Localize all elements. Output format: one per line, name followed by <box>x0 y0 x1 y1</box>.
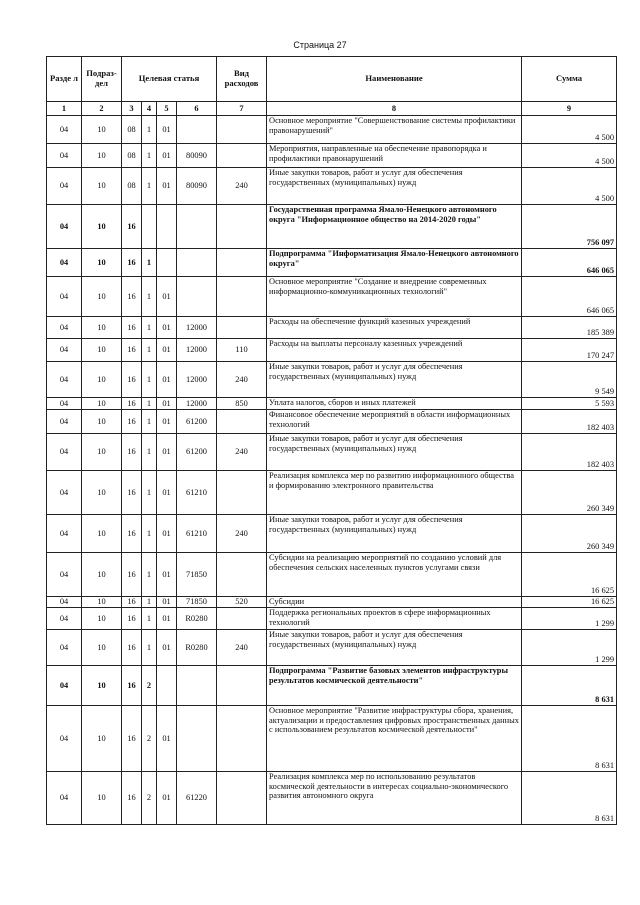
section-cell: 04 <box>47 277 82 317</box>
col-number: 9 <box>522 102 617 116</box>
section-cell: 04 <box>47 205 82 249</box>
header-target-article: Целевая статья <box>122 57 217 102</box>
subprogram-code-cell: 1 <box>142 597 157 608</box>
program-code-cell: 16 <box>122 772 142 825</box>
program-code-cell: 16 <box>122 434 142 471</box>
sum-cell: 4 500 <box>522 144 617 168</box>
program-code-cell: 16 <box>122 608 142 630</box>
subprogram-code-cell: 1 <box>142 398 157 410</box>
program-code-cell: 08 <box>122 116 142 144</box>
activity-code-cell: 01 <box>157 471 177 515</box>
sum-cell: 182 403 <box>522 410 617 434</box>
direction-code-cell <box>177 249 217 277</box>
sum-cell: 260 349 <box>522 515 617 553</box>
name-cell: Основное мероприятие "Совершенствование системы профилактики правонарушений" <box>267 116 522 144</box>
table-row <box>47 410 617 434</box>
subsection-cell: 10 <box>82 398 122 410</box>
activity-code-cell <box>157 249 177 277</box>
subsection-cell: 10 <box>82 249 122 277</box>
activity-code-cell <box>157 666 177 706</box>
program-code-cell: 16 <box>122 277 142 317</box>
section-cell: 04 <box>47 706 82 772</box>
expense-type-cell <box>217 608 267 630</box>
table-row <box>47 116 617 144</box>
subsection-cell: 10 <box>82 706 122 772</box>
name-cell: Иные закупки товаров, работ и услуг для обеспечения государственных (муниципальных) нужд <box>267 630 522 666</box>
sum-cell: 16 625 <box>522 597 617 608</box>
expense-type-cell <box>217 471 267 515</box>
sum-cell: 646 065 <box>522 277 617 317</box>
expense-type-cell <box>217 553 267 597</box>
col-number: 7 <box>217 102 267 116</box>
program-code-cell: 08 <box>122 144 142 168</box>
subprogram-code-cell: 1 <box>142 630 157 666</box>
direction-code-cell: 61200 <box>177 410 217 434</box>
table-row <box>47 630 617 666</box>
section-cell: 04 <box>47 249 82 277</box>
activity-code-cell: 01 <box>157 553 177 597</box>
subprogram-code-cell <box>142 205 157 249</box>
table-row <box>47 706 617 772</box>
activity-code-cell: 01 <box>157 772 177 825</box>
activity-code-cell: 01 <box>157 597 177 608</box>
subprogram-code-cell: 1 <box>142 249 157 277</box>
activity-code-cell: 01 <box>157 706 177 772</box>
activity-code-cell: 01 <box>157 515 177 553</box>
subsection-cell: 10 <box>82 772 122 825</box>
direction-code-cell: 12000 <box>177 362 217 398</box>
expense-type-cell <box>217 116 267 144</box>
expense-type-cell: 240 <box>217 434 267 471</box>
sum-cell: 260 349 <box>522 471 617 515</box>
activity-code-cell: 01 <box>157 339 177 362</box>
subsection-cell: 10 <box>82 362 122 398</box>
col-number: 4 <box>142 102 157 116</box>
sum-cell: 4 500 <box>522 116 617 144</box>
activity-code-cell: 01 <box>157 410 177 434</box>
col-number: 8 <box>267 102 522 116</box>
direction-code-cell <box>177 116 217 144</box>
expense-type-cell <box>217 317 267 339</box>
name-cell: Основное мероприятие "Создание и внедрение современных информационно-коммуникационных технологий" <box>267 277 522 317</box>
table-row <box>47 772 617 825</box>
table-row <box>47 277 617 317</box>
table-row <box>47 168 617 205</box>
subsection-cell: 10 <box>82 339 122 362</box>
name-cell: Иные закупки товаров, работ и услуг для обеспечения государственных (муниципальных) нужд <box>267 434 522 471</box>
sum-cell: 185 389 <box>522 317 617 339</box>
subsection-cell: 10 <box>82 205 122 249</box>
table-row <box>47 249 617 277</box>
subprogram-code-cell: 1 <box>142 339 157 362</box>
table-row <box>47 144 617 168</box>
table-row <box>47 205 617 249</box>
name-cell: Поддержка региональных проектов в сфере информационных технологий <box>267 608 522 630</box>
col-number: 5 <box>157 102 177 116</box>
program-code-cell: 08 <box>122 168 142 205</box>
header-name: Наименование <box>267 57 522 102</box>
activity-code-cell: 01 <box>157 630 177 666</box>
sum-cell: 170 247 <box>522 339 617 362</box>
sum-cell: 4 500 <box>522 168 617 205</box>
name-cell: Субсидии <box>267 597 522 608</box>
sum-cell: 1 299 <box>522 608 617 630</box>
section-cell: 04 <box>47 168 82 205</box>
program-code-cell: 16 <box>122 205 142 249</box>
name-cell: Основное мероприятие "Развитие инфраструктуры сбора, хранения, актуализации и предоставления цифровых пространственных данных с использованием результатов космической деятельности" <box>267 706 522 772</box>
program-code-cell: 16 <box>122 249 142 277</box>
program-code-cell: 16 <box>122 398 142 410</box>
subprogram-code-cell: 2 <box>142 772 157 825</box>
section-cell: 04 <box>47 608 82 630</box>
section-cell: 04 <box>47 317 82 339</box>
name-cell: Расходы на выплаты персоналу казенных учреждений <box>267 339 522 362</box>
program-code-cell: 16 <box>122 597 142 608</box>
name-cell: Мероприятия, направленные на обеспечение правопорядка и профилактики правонарушений <box>267 144 522 168</box>
subsection-cell: 10 <box>82 277 122 317</box>
program-code-cell: 16 <box>122 515 142 553</box>
activity-code-cell: 01 <box>157 277 177 317</box>
subsection-cell: 10 <box>82 168 122 205</box>
direction-code-cell: 80090 <box>177 144 217 168</box>
name-cell: Расходы на обеспечение функций казенных учреждений <box>267 317 522 339</box>
subprogram-code-cell: 2 <box>142 706 157 772</box>
activity-code-cell: 01 <box>157 144 177 168</box>
name-cell: Уплата налогов, сборов и иных платежей <box>267 398 522 410</box>
program-code-cell: 16 <box>122 666 142 706</box>
subsection-cell: 10 <box>82 116 122 144</box>
col-number: 1 <box>47 102 82 116</box>
budget-table <box>46 56 617 825</box>
section-cell: 04 <box>47 666 82 706</box>
expense-type-cell <box>217 772 267 825</box>
direction-code-cell: 61210 <box>177 515 217 553</box>
name-cell: Государственная программа Ямало-Ненецкого автономного округа "Информационное общество на 2014-2020 годы" <box>267 205 522 249</box>
section-cell: 04 <box>47 116 82 144</box>
header-razdel: Разде л <box>47 57 82 102</box>
sum-cell: 1 299 <box>522 630 617 666</box>
expense-type-cell: 850 <box>217 398 267 410</box>
section-cell: 04 <box>47 144 82 168</box>
table-row <box>47 608 617 630</box>
section-cell: 04 <box>47 434 82 471</box>
table-row <box>47 515 617 553</box>
expense-type-cell <box>217 706 267 772</box>
section-cell: 04 <box>47 772 82 825</box>
section-cell: 04 <box>47 515 82 553</box>
expense-type-cell <box>217 410 267 434</box>
table-row <box>47 362 617 398</box>
table-row <box>47 339 617 362</box>
subsection-cell: 10 <box>82 317 122 339</box>
expense-type-cell <box>217 205 267 249</box>
table-row <box>47 553 617 597</box>
sum-cell: 16 625 <box>522 553 617 597</box>
subprogram-code-cell: 1 <box>142 515 157 553</box>
expense-type-cell: 240 <box>217 362 267 398</box>
direction-code-cell: 12000 <box>177 398 217 410</box>
activity-code-cell: 01 <box>157 317 177 339</box>
program-code-cell: 16 <box>122 553 142 597</box>
expense-type-cell <box>217 277 267 317</box>
expense-type-cell: 240 <box>217 168 267 205</box>
direction-code-cell: 12000 <box>177 317 217 339</box>
activity-code-cell: 01 <box>157 168 177 205</box>
subsection-cell: 10 <box>82 553 122 597</box>
name-cell: Реализация комплекса мер по развитию информационного общества и формированию электронного правительства <box>267 471 522 515</box>
subsection-cell: 10 <box>82 144 122 168</box>
subsection-cell: 10 <box>82 597 122 608</box>
direction-code-cell: 61200 <box>177 434 217 471</box>
expense-type-cell <box>217 666 267 706</box>
subprogram-code-cell: 1 <box>142 553 157 597</box>
name-cell: Подпрограмма "Информатизация Ямало-Ненецкого автономного округа" <box>267 249 522 277</box>
program-code-cell: 16 <box>122 706 142 772</box>
direction-code-cell <box>177 706 217 772</box>
program-code-cell: 16 <box>122 630 142 666</box>
header-podrazdel: Подраз- дел <box>82 57 122 102</box>
sum-cell: 756 097 <box>522 205 617 249</box>
name-cell: Иные закупки товаров, работ и услуг для обеспечения государственных (муниципальных) нужд <box>267 168 522 205</box>
subsection-cell: 10 <box>82 666 122 706</box>
sum-cell: 9 549 <box>522 362 617 398</box>
subprogram-code-cell: 1 <box>142 317 157 339</box>
name-cell: Реализация комплекса мер по использованию результатов космической деятельности в интересах социально-экономического развития автономного округа <box>267 772 522 825</box>
name-cell: Иные закупки товаров, работ и услуг для обеспечения государственных (муниципальных) нужд <box>267 515 522 553</box>
direction-code-cell: 61210 <box>177 471 217 515</box>
header-expense-type: Вид расходов <box>217 57 267 102</box>
program-code-cell: 16 <box>122 410 142 434</box>
activity-code-cell <box>157 205 177 249</box>
subprogram-code-cell: 1 <box>142 434 157 471</box>
col-number: 6 <box>177 102 217 116</box>
table-row <box>47 666 617 706</box>
direction-code-cell <box>177 666 217 706</box>
sum-cell: 8 631 <box>522 706 617 772</box>
section-cell: 04 <box>47 471 82 515</box>
sum-cell: 646 065 <box>522 249 617 277</box>
subprogram-code-cell: 1 <box>142 608 157 630</box>
expense-type-cell: 240 <box>217 630 267 666</box>
name-cell: Финансовое обеспечение мероприятий в области информационных технологий <box>267 410 522 434</box>
sum-cell: 182 403 <box>522 434 617 471</box>
activity-code-cell: 01 <box>157 398 177 410</box>
expense-type-cell <box>217 249 267 277</box>
subprogram-code-cell: 2 <box>142 666 157 706</box>
table-row <box>47 597 617 608</box>
subsection-cell: 10 <box>82 608 122 630</box>
activity-code-cell: 01 <box>157 362 177 398</box>
subsection-cell: 10 <box>82 515 122 553</box>
program-code-cell: 16 <box>122 362 142 398</box>
expense-type-cell <box>217 144 267 168</box>
direction-code-cell <box>177 277 217 317</box>
header-sum: Сумма <box>522 57 617 102</box>
subprogram-code-cell: 1 <box>142 144 157 168</box>
page-number: Страница 27 <box>293 40 347 50</box>
table-row <box>47 317 617 339</box>
subprogram-code-cell: 1 <box>142 168 157 205</box>
subprogram-code-cell: 1 <box>142 410 157 434</box>
direction-code-cell: 61220 <box>177 772 217 825</box>
subsection-cell: 10 <box>82 410 122 434</box>
name-cell: Субсидии на реализацию мероприятий по созданию условий для обеспечения сельских населенных пунктов услугами связи <box>267 553 522 597</box>
direction-code-cell: 71850 <box>177 553 217 597</box>
name-cell: Подпрограмма "Развитие базовых элементов инфраструктуры результатов космической деятельности" <box>267 666 522 706</box>
program-code-cell: 16 <box>122 317 142 339</box>
expense-type-cell: 110 <box>217 339 267 362</box>
name-cell: Иные закупки товаров, работ и услуг для обеспечения государственных (муниципальных) нужд <box>267 362 522 398</box>
subsection-cell: 10 <box>82 630 122 666</box>
sum-cell: 8 631 <box>522 666 617 706</box>
col-number: 2 <box>82 102 122 116</box>
subprogram-code-cell: 1 <box>142 362 157 398</box>
section-cell: 04 <box>47 630 82 666</box>
activity-code-cell: 01 <box>157 434 177 471</box>
section-cell: 04 <box>47 339 82 362</box>
section-cell: 04 <box>47 410 82 434</box>
direction-code-cell: R0280 <box>177 630 217 666</box>
direction-code-cell: 80090 <box>177 168 217 205</box>
col-number: 3 <box>122 102 142 116</box>
subprogram-code-cell: 1 <box>142 471 157 515</box>
direction-code-cell: 12000 <box>177 339 217 362</box>
table-row <box>47 398 617 410</box>
expense-type-cell: 240 <box>217 515 267 553</box>
subprogram-code-cell: 1 <box>142 277 157 317</box>
sum-cell: 5 593 <box>522 398 617 410</box>
section-cell: 04 <box>47 553 82 597</box>
section-cell: 04 <box>47 398 82 410</box>
table-row <box>47 434 617 471</box>
activity-code-cell: 01 <box>157 116 177 144</box>
subprogram-code-cell: 1 <box>142 116 157 144</box>
program-code-cell: 16 <box>122 339 142 362</box>
table-row <box>47 471 617 515</box>
direction-code-cell: R0280 <box>177 608 217 630</box>
program-code-cell: 16 <box>122 471 142 515</box>
activity-code-cell: 01 <box>157 608 177 630</box>
subsection-cell: 10 <box>82 434 122 471</box>
sum-cell: 8 631 <box>522 772 617 825</box>
direction-code-cell <box>177 205 217 249</box>
section-cell: 04 <box>47 362 82 398</box>
expense-type-cell: 520 <box>217 597 267 608</box>
subsection-cell: 10 <box>82 471 122 515</box>
direction-code-cell: 71850 <box>177 597 217 608</box>
section-cell: 04 <box>47 597 82 608</box>
